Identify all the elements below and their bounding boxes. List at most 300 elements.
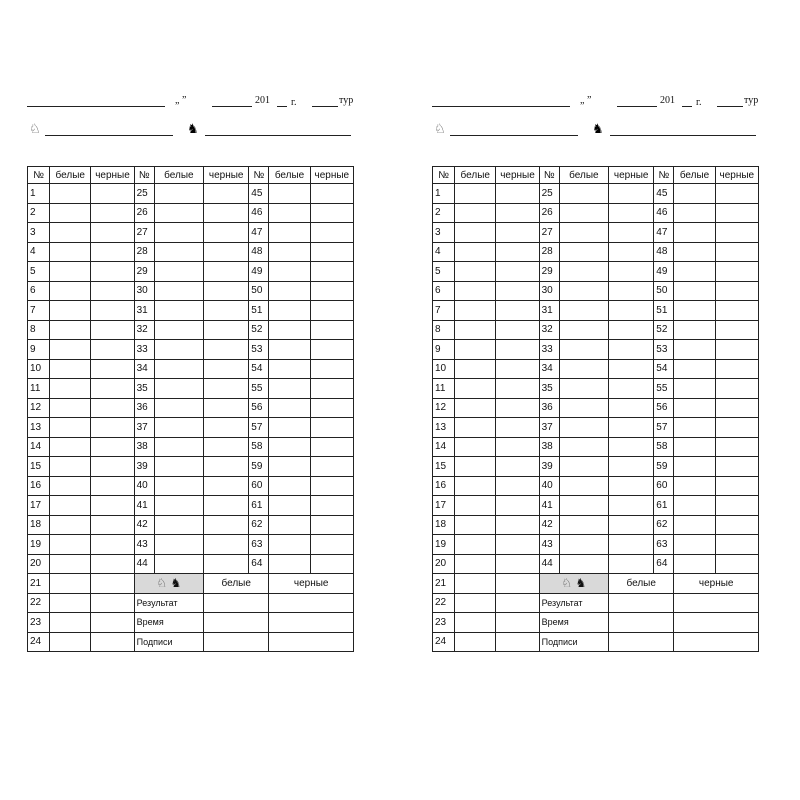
white-move-cell[interactable]	[154, 281, 203, 301]
result-white-cell[interactable]	[204, 593, 269, 613]
white-move-cell[interactable]	[674, 184, 715, 204]
white-move-cell[interactable]	[455, 320, 496, 340]
black-move-cell[interactable]	[715, 496, 758, 516]
white-move-cell[interactable]	[50, 184, 91, 204]
white-move-cell[interactable]	[154, 203, 203, 223]
black-move-cell[interactable]	[609, 437, 654, 457]
white-move-cell[interactable]	[269, 554, 310, 574]
white-move-cell[interactable]	[154, 262, 203, 282]
move-number: 11	[28, 379, 50, 399]
white-move-cell[interactable]	[50, 476, 91, 496]
signatures-black-cell[interactable]	[674, 632, 759, 652]
white-move-cell[interactable]	[154, 379, 203, 399]
white-move-cell[interactable]	[455, 554, 496, 574]
white-move-cell[interactable]	[269, 340, 310, 360]
black-move-cell[interactable]	[715, 223, 758, 243]
white-move-cell[interactable]	[455, 593, 496, 613]
white-move-cell[interactable]	[154, 515, 203, 535]
black-move-cell[interactable]	[715, 359, 758, 379]
white-move-cell[interactable]	[455, 476, 496, 496]
black-move-cell[interactable]	[91, 437, 134, 457]
white-move-cell[interactable]	[559, 476, 608, 496]
black-move-cell[interactable]	[91, 515, 134, 535]
black-move-cell[interactable]	[496, 242, 539, 262]
black-move-cell[interactable]	[496, 515, 539, 535]
time-white-cell[interactable]	[609, 613, 674, 633]
round-label: тур	[339, 95, 354, 106]
move-number: 31	[134, 301, 154, 321]
black-move-cell[interactable]	[496, 340, 539, 360]
black-move-cell[interactable]	[609, 184, 654, 204]
table-header-row	[28, 167, 354, 184]
time-white-cell[interactable]	[204, 613, 269, 633]
white-move-cell[interactable]	[455, 359, 496, 379]
white-move-cell[interactable]	[50, 613, 91, 633]
white-move-cell[interactable]	[50, 203, 91, 223]
white-move-cell[interactable]	[559, 535, 608, 555]
white-move-cell[interactable]	[269, 301, 310, 321]
black-move-cell[interactable]	[91, 340, 134, 360]
white-move-cell[interactable]	[559, 379, 608, 399]
white-move-cell[interactable]	[269, 223, 310, 243]
white-move-cell[interactable]	[674, 398, 715, 418]
white-move-cell[interactable]	[559, 281, 608, 301]
white-move-cell[interactable]	[50, 223, 91, 243]
white-move-cell[interactable]	[269, 418, 310, 438]
white-move-cell[interactable]	[674, 418, 715, 438]
white-move-cell[interactable]	[674, 203, 715, 223]
black-move-cell[interactable]	[609, 418, 654, 438]
move-number: 60	[654, 476, 674, 496]
black-move-cell[interactable]	[609, 301, 654, 321]
black-move-cell[interactable]	[204, 457, 249, 477]
white-move-cell[interactable]	[455, 613, 496, 633]
white-move-cell[interactable]	[674, 301, 715, 321]
black-move-cell[interactable]	[91, 613, 134, 633]
black-move-cell[interactable]	[609, 496, 654, 516]
black-move-cell[interactable]	[91, 262, 134, 282]
result-white-cell[interactable]	[609, 593, 674, 613]
move-number: 39	[134, 457, 154, 477]
black-move-cell[interactable]	[91, 203, 134, 223]
white-move-cell[interactable]	[455, 281, 496, 301]
black-move-cell[interactable]	[609, 242, 654, 262]
white-move-cell[interactable]	[455, 262, 496, 282]
white-move-cell[interactable]	[269, 320, 310, 340]
move-number: 38	[134, 437, 154, 457]
black-move-cell[interactable]	[496, 437, 539, 457]
white-move-cell[interactable]	[559, 262, 608, 282]
white-move-cell[interactable]	[269, 281, 310, 301]
white-move-cell[interactable]	[674, 340, 715, 360]
black-move-cell[interactable]	[310, 379, 353, 399]
black-move-cell[interactable]	[204, 223, 249, 243]
black-move-cell[interactable]	[715, 184, 758, 204]
black-move-cell[interactable]	[204, 340, 249, 360]
black-move-cell[interactable]	[496, 184, 539, 204]
black-move-cell[interactable]	[91, 632, 134, 652]
white-move-cell[interactable]	[674, 437, 715, 457]
white-move-cell[interactable]	[50, 262, 91, 282]
white-move-cell[interactable]	[455, 223, 496, 243]
round-field[interactable]	[717, 106, 743, 107]
black-move-cell[interactable]	[609, 515, 654, 535]
black-move-cell[interactable]	[204, 535, 249, 555]
white-move-cell[interactable]	[674, 496, 715, 516]
black-move-cell[interactable]	[715, 457, 758, 477]
black-move-cell[interactable]	[496, 632, 539, 652]
black-move-cell[interactable]	[310, 476, 353, 496]
black-move-cell[interactable]	[204, 359, 249, 379]
black-move-cell[interactable]	[496, 281, 539, 301]
white-move-cell[interactable]	[154, 554, 203, 574]
black-move-cell[interactable]	[715, 418, 758, 438]
signatures-black-cell[interactable]	[269, 632, 354, 652]
white-move-cell[interactable]	[50, 574, 91, 594]
white-move-cell[interactable]	[559, 203, 608, 223]
white-move-cell[interactable]	[154, 184, 203, 204]
white-move-cell[interactable]	[154, 398, 203, 418]
white-move-cell[interactable]	[455, 632, 496, 652]
result-black-cell[interactable]	[674, 593, 759, 613]
white-move-cell[interactable]	[559, 359, 608, 379]
white-player-field[interactable]	[45, 135, 173, 136]
black-move-cell[interactable]	[310, 496, 353, 516]
black-move-cell[interactable]	[715, 320, 758, 340]
white-move-cell[interactable]	[50, 593, 91, 613]
white-move-cell[interactable]	[455, 203, 496, 223]
black-move-cell[interactable]	[91, 379, 134, 399]
black-move-cell[interactable]	[91, 496, 134, 516]
white-move-cell[interactable]	[674, 281, 715, 301]
black-move-cell[interactable]	[204, 242, 249, 262]
move-number: 14	[433, 437, 455, 457]
black-move-cell[interactable]	[204, 496, 249, 516]
black-move-cell[interactable]	[310, 398, 353, 418]
white-move-cell[interactable]	[455, 379, 496, 399]
white-move-cell[interactable]	[269, 437, 310, 457]
move-number: 17	[28, 496, 50, 516]
white-move-cell[interactable]	[559, 242, 608, 262]
black-move-cell[interactable]	[609, 398, 654, 418]
white-move-cell[interactable]	[154, 476, 203, 496]
result-label: Результат	[539, 593, 608, 613]
white-move-cell[interactable]	[455, 242, 496, 262]
white-move-cell[interactable]	[455, 535, 496, 555]
black-move-cell[interactable]	[91, 359, 134, 379]
white-move-cell[interactable]	[674, 457, 715, 477]
year-digit-field[interactable]	[682, 106, 692, 107]
white-move-cell[interactable]	[559, 223, 608, 243]
black-move-cell[interactable]	[204, 301, 249, 321]
move-number: 54	[249, 359, 269, 379]
black-move-cell[interactable]	[496, 320, 539, 340]
black-move-cell[interactable]	[715, 262, 758, 282]
white-move-cell[interactable]	[455, 437, 496, 457]
black-move-cell[interactable]	[715, 535, 758, 555]
white-move-cell[interactable]	[154, 418, 203, 438]
white-move-cell[interactable]	[269, 457, 310, 477]
white-move-cell[interactable]	[269, 359, 310, 379]
white-move-cell[interactable]	[674, 476, 715, 496]
white-move-cell[interactable]	[674, 554, 715, 574]
black-move-cell[interactable]	[310, 457, 353, 477]
black-move-cell[interactable]	[609, 203, 654, 223]
white-move-cell[interactable]	[455, 515, 496, 535]
black-move-cell[interactable]	[204, 515, 249, 535]
black-move-cell[interactable]	[310, 203, 353, 223]
white-move-cell[interactable]	[154, 359, 203, 379]
white-move-cell[interactable]	[455, 574, 496, 594]
white-move-cell[interactable]	[559, 398, 608, 418]
white-move-cell[interactable]	[674, 379, 715, 399]
white-move-cell[interactable]	[154, 457, 203, 477]
black-move-cell[interactable]	[204, 320, 249, 340]
white-move-cell[interactable]	[50, 281, 91, 301]
black-move-cell[interactable]	[609, 379, 654, 399]
black-move-cell[interactable]	[609, 359, 654, 379]
black-move-cell[interactable]	[609, 476, 654, 496]
time-black-cell[interactable]	[674, 613, 759, 633]
move-number: 14	[28, 437, 50, 457]
black-move-cell[interactable]	[310, 340, 353, 360]
black-move-cell[interactable]	[496, 613, 539, 633]
black-move-cell[interactable]	[496, 262, 539, 282]
black-move-cell[interactable]	[91, 476, 134, 496]
white-move-cell[interactable]	[455, 418, 496, 438]
white-move-cell[interactable]	[674, 515, 715, 535]
black-move-cell[interactable]	[310, 320, 353, 340]
black-move-cell[interactable]	[609, 281, 654, 301]
black-move-cell[interactable]	[91, 535, 134, 555]
black-move-cell[interactable]	[609, 457, 654, 477]
white-move-cell[interactable]	[269, 398, 310, 418]
white-move-cell[interactable]	[154, 340, 203, 360]
black-move-cell[interactable]	[91, 574, 134, 594]
white-move-cell[interactable]	[154, 496, 203, 516]
white-move-cell[interactable]	[674, 242, 715, 262]
black-move-cell[interactable]	[310, 281, 353, 301]
black-move-cell[interactable]	[715, 398, 758, 418]
black-move-cell[interactable]	[496, 418, 539, 438]
black-move-cell[interactable]	[91, 184, 134, 204]
white-move-cell[interactable]	[455, 301, 496, 321]
white-move-cell[interactable]	[50, 632, 91, 652]
black-move-cell[interactable]	[310, 359, 353, 379]
black-move-cell[interactable]	[496, 457, 539, 477]
signatures-white-cell[interactable]	[609, 632, 674, 652]
white-move-cell[interactable]	[50, 301, 91, 321]
black-move-cell[interactable]	[91, 320, 134, 340]
black-move-cell[interactable]	[609, 262, 654, 282]
black-move-cell[interactable]	[715, 554, 758, 574]
black-move-cell[interactable]	[91, 593, 134, 613]
result-black-cell[interactable]	[269, 593, 354, 613]
table-row	[28, 418, 354, 438]
white-move-cell[interactable]	[154, 437, 203, 457]
move-number: 16	[433, 476, 455, 496]
black-move-cell[interactable]	[204, 418, 249, 438]
black-move-cell[interactable]	[496, 379, 539, 399]
black-player-field[interactable]	[205, 135, 351, 136]
black-move-cell[interactable]	[609, 535, 654, 555]
white-move-cell[interactable]	[269, 515, 310, 535]
black-move-cell[interactable]	[609, 223, 654, 243]
signatures-white-cell[interactable]	[204, 632, 269, 652]
white-move-cell[interactable]	[154, 301, 203, 321]
black-move-cell[interactable]	[204, 437, 249, 457]
move-number: 61	[654, 496, 674, 516]
black-move-cell[interactable]	[496, 223, 539, 243]
black-move-cell[interactable]	[204, 184, 249, 204]
white-move-cell[interactable]	[674, 223, 715, 243]
black-move-cell[interactable]	[204, 554, 249, 574]
black-move-cell[interactable]	[204, 281, 249, 301]
white-move-cell[interactable]	[50, 515, 91, 535]
event-name-field[interactable]	[27, 106, 165, 107]
white-move-cell[interactable]	[269, 242, 310, 262]
white-move-cell[interactable]	[269, 535, 310, 555]
black-move-cell[interactable]	[496, 301, 539, 321]
move-number: 13	[433, 418, 455, 438]
black-move-cell[interactable]	[91, 281, 134, 301]
white-move-cell[interactable]	[50, 359, 91, 379]
time-black-cell[interactable]	[269, 613, 354, 633]
black-move-cell[interactable]	[310, 535, 353, 555]
black-move-cell[interactable]	[310, 242, 353, 262]
black-move-cell[interactable]	[91, 398, 134, 418]
black-move-cell[interactable]	[91, 457, 134, 477]
black-move-cell[interactable]	[496, 476, 539, 496]
black-move-cell[interactable]	[204, 203, 249, 223]
black-move-cell[interactable]	[310, 418, 353, 438]
white-move-cell[interactable]	[269, 262, 310, 282]
white-move-cell[interactable]	[154, 223, 203, 243]
header-black: черные	[496, 167, 539, 184]
white-move-cell[interactable]	[154, 242, 203, 262]
date-month-field[interactable]	[212, 106, 252, 107]
black-move-cell[interactable]	[496, 535, 539, 555]
black-move-cell[interactable]	[204, 262, 249, 282]
black-move-cell[interactable]	[496, 203, 539, 223]
white-move-cell[interactable]	[455, 457, 496, 477]
white-move-cell[interactable]	[50, 535, 91, 555]
white-move-cell[interactable]	[674, 320, 715, 340]
white-move-cell[interactable]	[50, 379, 91, 399]
black-move-cell[interactable]	[715, 340, 758, 360]
white-move-cell[interactable]	[269, 203, 310, 223]
round-field[interactable]	[312, 106, 338, 107]
white-move-cell[interactable]	[154, 535, 203, 555]
black-move-cell[interactable]	[310, 437, 353, 457]
event-name-field[interactable]	[432, 106, 570, 107]
white-move-cell[interactable]	[559, 340, 608, 360]
white-move-cell[interactable]	[50, 340, 91, 360]
black-move-cell[interactable]	[496, 398, 539, 418]
black-move-cell[interactable]	[609, 554, 654, 574]
black-move-cell[interactable]	[310, 515, 353, 535]
black-move-cell[interactable]	[310, 301, 353, 321]
white-move-cell[interactable]	[50, 418, 91, 438]
white-move-cell[interactable]	[455, 398, 496, 418]
black-player-field[interactable]	[610, 135, 756, 136]
white-move-cell[interactable]	[269, 379, 310, 399]
white-move-cell[interactable]	[50, 437, 91, 457]
white-move-cell[interactable]	[559, 457, 608, 477]
black-move-cell[interactable]	[715, 437, 758, 457]
white-move-cell[interactable]	[455, 184, 496, 204]
black-move-cell[interactable]	[91, 554, 134, 574]
black-move-cell[interactable]	[91, 301, 134, 321]
black-move-cell[interactable]	[496, 554, 539, 574]
move-number: 33	[539, 340, 559, 360]
black-move-cell[interactable]	[310, 184, 353, 204]
white-move-cell[interactable]	[559, 437, 608, 457]
black-move-cell[interactable]	[715, 515, 758, 535]
black-move-cell[interactable]	[715, 476, 758, 496]
white-move-cell[interactable]	[559, 418, 608, 438]
white-move-cell[interactable]	[455, 340, 496, 360]
black-move-cell[interactable]	[609, 340, 654, 360]
black-move-cell[interactable]	[91, 223, 134, 243]
black-move-cell[interactable]	[204, 379, 249, 399]
black-move-cell[interactable]	[496, 359, 539, 379]
black-move-cell[interactable]	[204, 398, 249, 418]
white-move-cell[interactable]	[559, 301, 608, 321]
black-move-cell[interactable]	[715, 203, 758, 223]
black-move-cell[interactable]	[496, 593, 539, 613]
white-move-cell[interactable]	[559, 496, 608, 516]
white-move-cell[interactable]	[269, 496, 310, 516]
black-move-cell[interactable]	[715, 242, 758, 262]
black-move-cell[interactable]	[496, 574, 539, 594]
white-move-cell[interactable]	[559, 554, 608, 574]
white-move-cell[interactable]	[455, 496, 496, 516]
black-move-cell[interactable]	[91, 418, 134, 438]
white-move-cell[interactable]	[269, 476, 310, 496]
black-move-cell[interactable]	[715, 379, 758, 399]
white-move-cell[interactable]	[674, 262, 715, 282]
black-move-cell[interactable]	[310, 262, 353, 282]
black-move-cell[interactable]	[310, 554, 353, 574]
white-move-cell[interactable]	[559, 184, 608, 204]
white-move-cell[interactable]	[50, 242, 91, 262]
white-move-cell[interactable]	[674, 535, 715, 555]
white-player-field[interactable]	[450, 135, 578, 136]
black-move-cell[interactable]	[609, 320, 654, 340]
move-number: 41	[134, 496, 154, 516]
black-move-cell[interactable]	[91, 242, 134, 262]
white-move-cell[interactable]	[269, 184, 310, 204]
white-move-cell[interactable]	[154, 320, 203, 340]
year-digit-field[interactable]	[277, 106, 287, 107]
black-move-cell[interactable]	[496, 496, 539, 516]
black-move-cell[interactable]	[715, 281, 758, 301]
white-move-cell[interactable]	[50, 398, 91, 418]
date-month-field[interactable]	[617, 106, 657, 107]
white-move-cell[interactable]	[50, 496, 91, 516]
black-move-cell[interactable]	[310, 223, 353, 243]
black-move-cell[interactable]	[204, 476, 249, 496]
black-move-cell[interactable]	[715, 301, 758, 321]
white-move-cell[interactable]	[674, 359, 715, 379]
white-move-cell[interactable]	[559, 320, 608, 340]
white-move-cell[interactable]	[50, 320, 91, 340]
result-white-header: белые	[204, 574, 269, 594]
white-move-cell[interactable]	[559, 515, 608, 535]
white-move-cell[interactable]	[50, 457, 91, 477]
white-move-cell[interactable]	[50, 554, 91, 574]
